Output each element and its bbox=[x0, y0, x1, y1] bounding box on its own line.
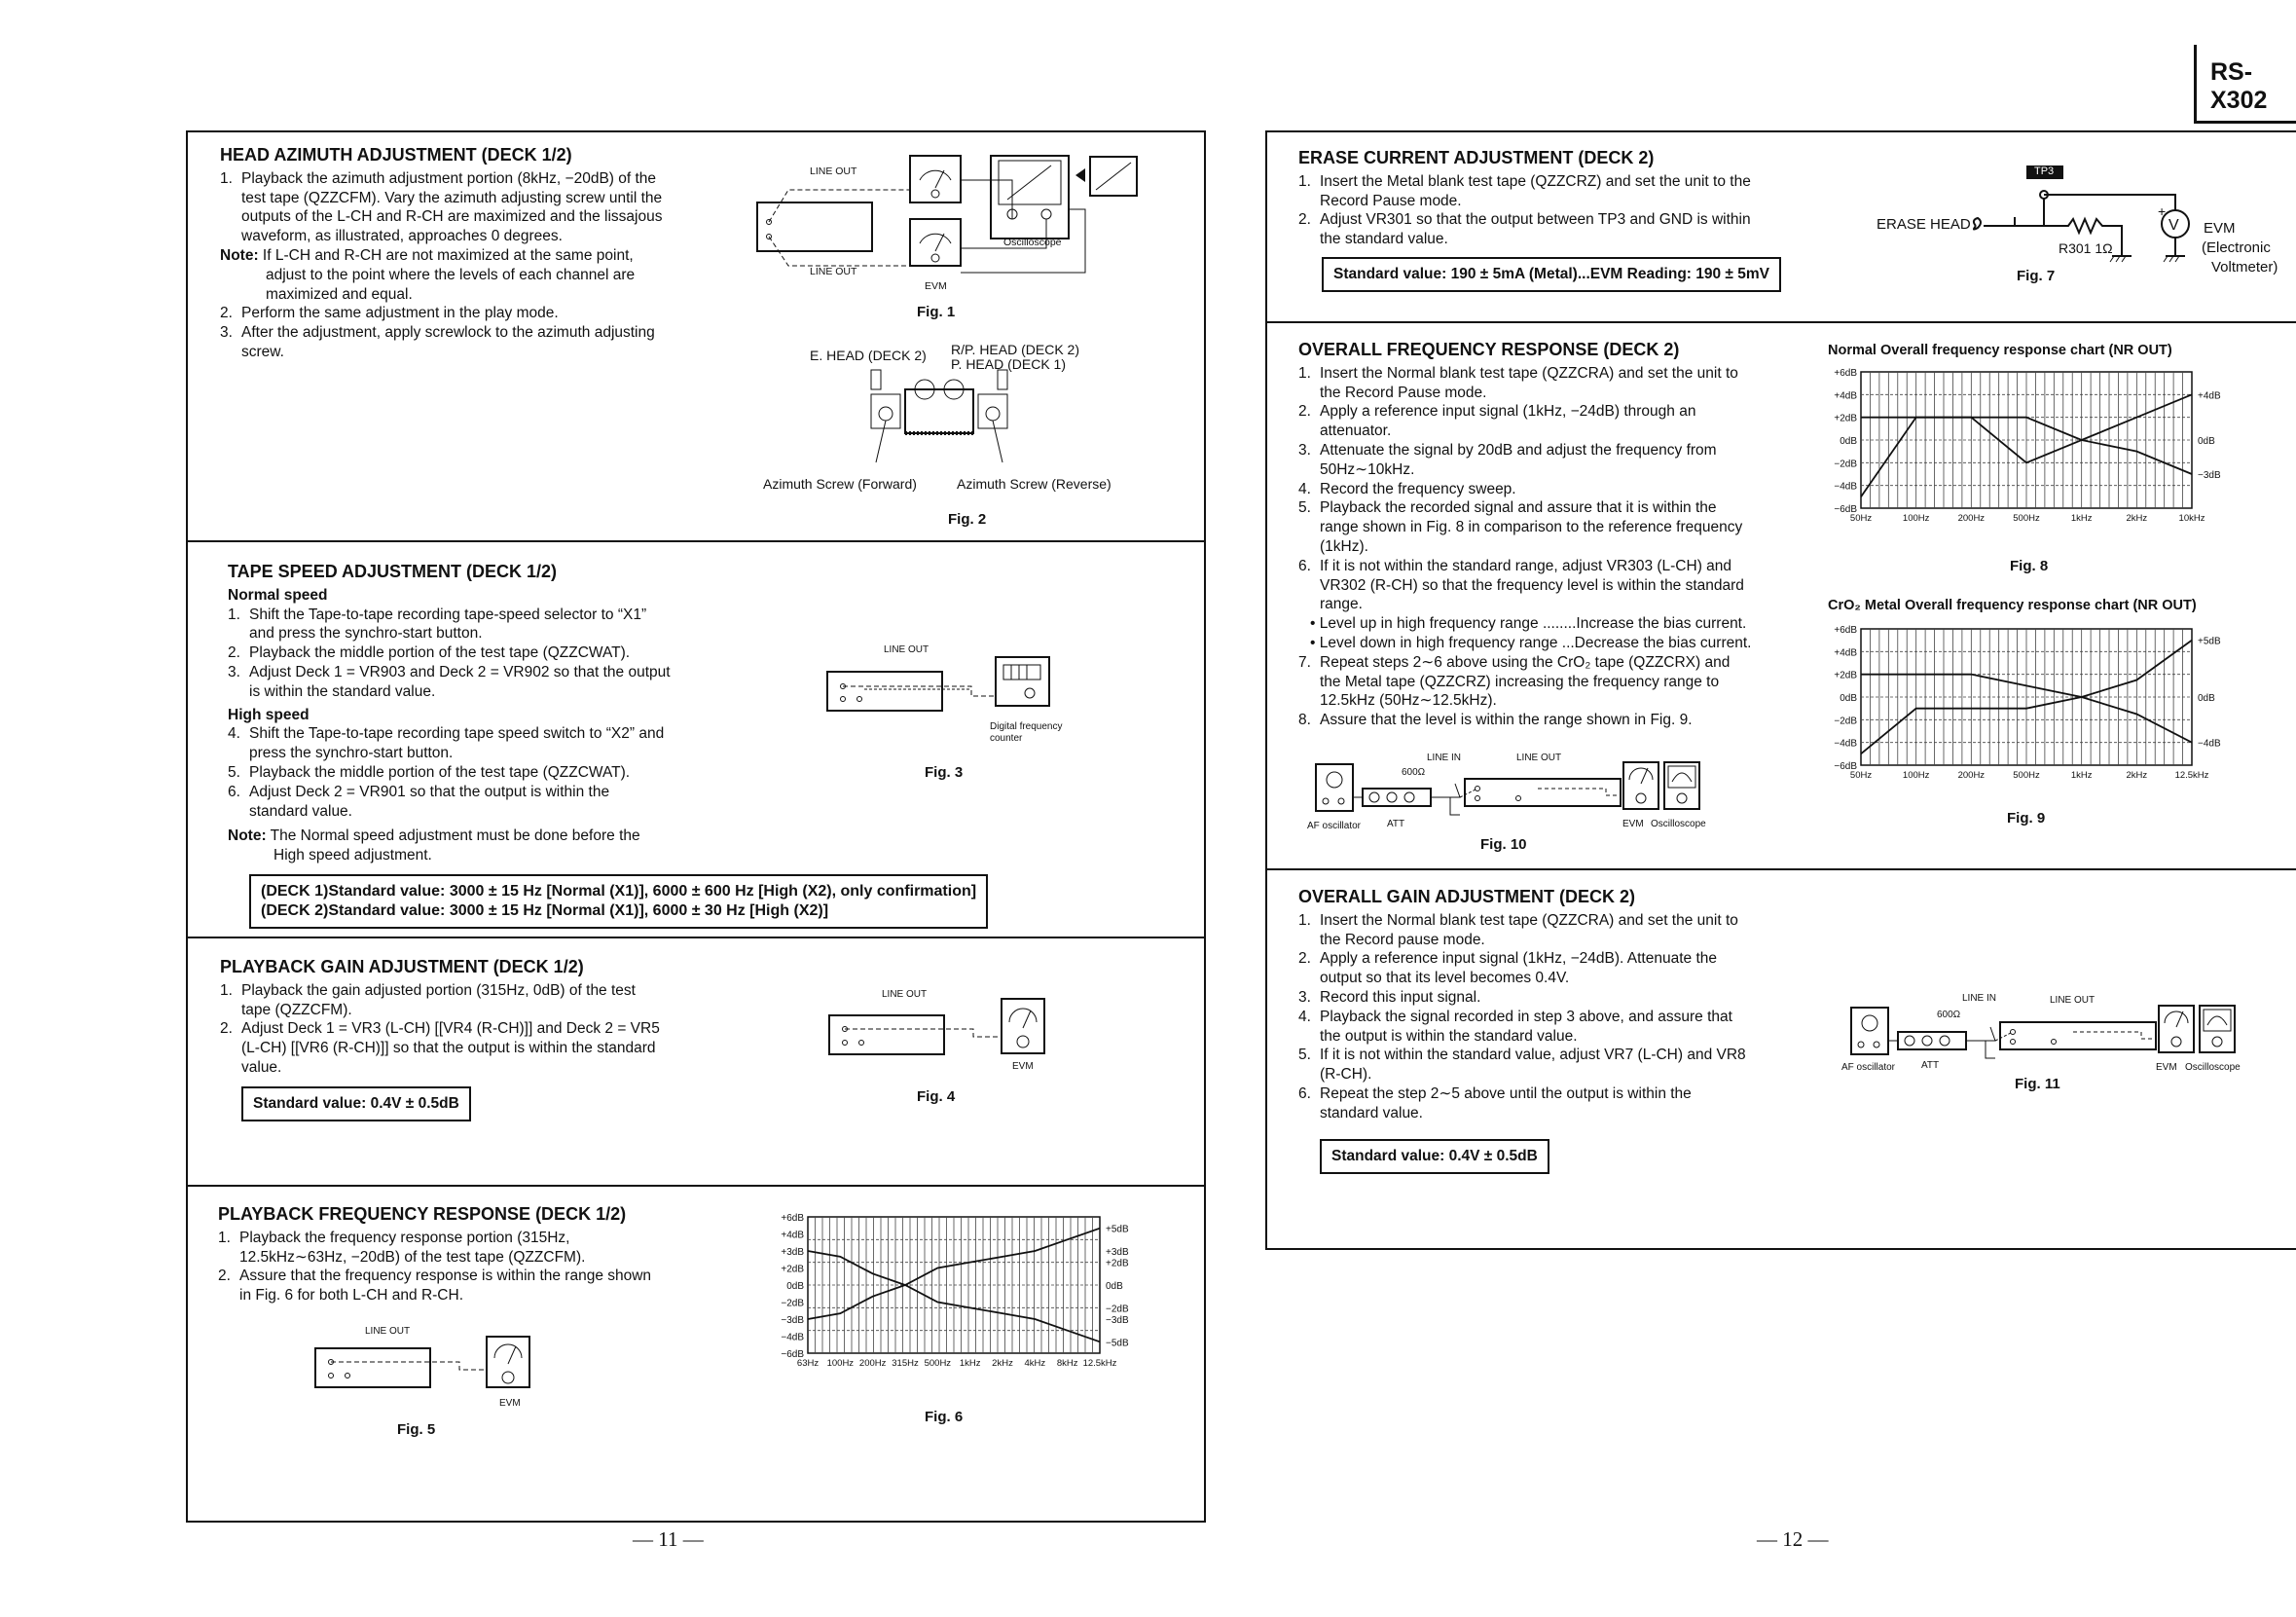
fig6-chart bbox=[769, 1213, 1129, 1373]
step-text: Playback the middle portion of the test tape (QZZCWAT). bbox=[249, 763, 631, 781]
fig9-caption: Fig. 9 bbox=[2007, 810, 2046, 827]
y-tick-label: +6dB bbox=[1834, 368, 1857, 379]
counter-label: Digital frequency counter bbox=[990, 721, 1063, 744]
y-tick-label: +6dB bbox=[781, 1213, 804, 1224]
section-title: TAPE SPEED ADJUSTMENT (DECK 1/2) bbox=[228, 562, 558, 581]
step-text: Playback the recorded signal and assure that it is within the range shown in Fig. 8 in comparison to the reference frequency (1kHz). bbox=[1320, 499, 1743, 555]
step: 2. Adjust VR301 so that the output between TP3 and GND is within the standard value. bbox=[1298, 211, 1751, 248]
svg-text:+: + bbox=[2158, 203, 2167, 219]
x-tick-label: 50Hz bbox=[1849, 513, 1873, 524]
divider bbox=[1265, 868, 2296, 870]
x-tick-label: 50Hz bbox=[1849, 770, 1873, 781]
erase-head-label: ERASE HEAD bbox=[1877, 216, 1971, 233]
step: 8. Assure that the level is within the range shown in Fig. 9. bbox=[1298, 712, 1693, 729]
y-tick-label-right: −3dB bbox=[1106, 1315, 1129, 1326]
y-tick-label-right: 0dB bbox=[2198, 436, 2215, 447]
oscilloscope-label: Oscilloscope bbox=[1651, 819, 1706, 829]
erase-standard-box: Standard value: 190 ± 5mA (Metal)...EVM Reading: 190 ± 5mV bbox=[1322, 257, 1781, 292]
step: 3. Adjust Deck 1 = VR903 and Deck 2 = VR902 so that the output is within the standard value. bbox=[228, 663, 671, 700]
step-text: Insert the Normal blank test tape (QZZCRA) and set the unit to the Record Pause mode. bbox=[1320, 364, 1738, 401]
step: 1. Insert the Normal blank test tape (QZZCRA) and set the unit to the Record Pause mode. bbox=[1298, 364, 1738, 401]
step: 3. After the adjustment, apply screwlock to the azimuth adjusting screw. bbox=[220, 324, 655, 360]
step: 1. Insert the Metal blank test tape (QZZCRZ) and set the unit to the Record Pause mode. bbox=[1298, 172, 1751, 209]
line-out-label: LINE OUT bbox=[810, 266, 857, 277]
af-oscillator-label: AF oscillator bbox=[1841, 1062, 1896, 1073]
x-tick-label: 315Hz bbox=[892, 1358, 919, 1369]
x-tick-label: 500Hz bbox=[2013, 770, 2040, 781]
x-tick-label: 200Hz bbox=[1957, 770, 1986, 781]
tape-speed-standard-box bbox=[249, 874, 988, 929]
x-tick-label: 12.5kHz bbox=[1082, 1358, 1117, 1369]
screw-reverse-label: Azimuth Screw (Reverse) bbox=[957, 476, 1112, 492]
y-tick-label-right: −4dB bbox=[2198, 738, 2221, 750]
line-out-label: LINE OUT bbox=[810, 165, 857, 177]
fig3-caption: Fig. 3 bbox=[925, 764, 964, 781]
step: 5. Playback the recorded signal and assure that it is within the range shown in Fig. 8 in comparison to the reference frequency (1kHz). bbox=[1298, 499, 1743, 555]
fig2-caption: Fig. 2 bbox=[948, 511, 987, 528]
att-label: ATT bbox=[1387, 819, 1405, 829]
line-out-label: LINE OUT bbox=[365, 1326, 411, 1337]
step-text: After the adjustment, apply screwlock to the azimuth adjusting screw. bbox=[241, 324, 655, 360]
y-tick-label: +2dB bbox=[1834, 413, 1857, 424]
fig11-diagram bbox=[1849, 998, 2239, 1066]
step-text: Attenuate the signal by 20dB and adjust the frequency from 50Hz∼10kHz. bbox=[1320, 441, 1717, 478]
step-text: Playback the signal recorded in step 3 above, and assure that the output is within the standard value. bbox=[1320, 1008, 1732, 1045]
svg-text:V: V bbox=[2168, 217, 2179, 234]
step: 2. Apply a reference input signal (1kHz, −24dB). Attenuate the output so that its level becomes 0.4V. bbox=[1298, 950, 1717, 987]
y-tick-label: 0dB bbox=[786, 1281, 804, 1292]
y-tick-label: +6dB bbox=[1834, 625, 1857, 636]
model-number: RS-X302 bbox=[2194, 45, 2296, 124]
ohm-label: 600Ω bbox=[1937, 1010, 1961, 1020]
step: 1. Shift the Tape-to-tape recording tape-speed selector to “X1” and press the synchro-start button. bbox=[228, 606, 647, 643]
y-tick-label: +2dB bbox=[1834, 670, 1857, 681]
y-tick-label-right: +4dB bbox=[2198, 390, 2221, 402]
fig8-caption: Fig. 8 bbox=[2010, 558, 2049, 574]
note-label: Note: bbox=[220, 246, 259, 264]
y-tick-label: −4dB bbox=[1834, 738, 1857, 750]
oscilloscope-label: Oscilloscope bbox=[1003, 237, 1062, 248]
x-tick-label: 2kHz bbox=[2126, 513, 2148, 524]
step-text: Apply a reference input signal (1kHz, −24dB) through an attenuator. bbox=[1320, 403, 1696, 440]
fig5-caption: Fig. 5 bbox=[397, 1421, 436, 1438]
x-tick-label: 4kHz bbox=[1024, 1358, 1046, 1369]
step-text: Insert the Normal blank test tape (QZZCRA) and set the unit to the Record pause mode. bbox=[1320, 911, 1738, 948]
e-head-label: E. HEAD (DECK 2) bbox=[810, 348, 927, 363]
x-tick-label: 1kHz bbox=[2070, 513, 2093, 524]
fig9-chart bbox=[1822, 627, 2231, 797]
step-text: Playback the azimuth adjustment portion (8kHz, −20dB) of the test tape (QZZCFM). Vary the azimuth adjusting screw until the outputs of the L-CH and R-CH are maximized and the lissajous waveform, as illustrated, approaches 0 degrees. bbox=[241, 169, 663, 245]
y-tick-label: −4dB bbox=[781, 1332, 804, 1343]
step-text: Shift the Tape-to-tape recording tape-speed selector to “X1” and press the synchro-start button. bbox=[249, 606, 647, 643]
section-title: HEAD AZIMUTH ADJUSTMENT (DECK 1/2) bbox=[220, 145, 572, 165]
y-tick-label: +4dB bbox=[1834, 647, 1857, 659]
y-tick-label-right: −3dB bbox=[2198, 470, 2221, 481]
x-tick-label: 1kHz bbox=[2070, 770, 2093, 781]
fig1-caption: Fig. 1 bbox=[917, 304, 956, 320]
rp-head-label: R/P. HEAD (DECK 2) bbox=[951, 342, 1079, 357]
evm-label: EVM bbox=[2156, 1062, 2177, 1073]
divider bbox=[1265, 321, 2296, 323]
fig11-caption: Fig. 11 bbox=[2015, 1076, 2060, 1092]
step: 1. Playback the frequency response portion (315Hz, 12.5kHz∼63Hz, −20dB) of the test tape (QZZCFM). bbox=[218, 1229, 586, 1266]
bias-note: • Level up in high frequency range ........Increase the bias current. bbox=[1310, 615, 1747, 633]
step: 4. Playback the signal recorded in step 3 above, and assure that the output is within the standard value. bbox=[1298, 1008, 1732, 1045]
step-text: Perform the same adjustment in the play mode. bbox=[241, 305, 559, 322]
x-tick-label: 63Hz bbox=[796, 1358, 820, 1369]
playback-freq-section bbox=[218, 1205, 661, 1305]
step: 7. Repeat steps 2∼6 above using the CrO₂ tape (QZZCRX) and the Metal tape (QZZCRZ) increasing the frequency range to 12.5kHz (50Hz∼12.5kHz). bbox=[1298, 653, 1731, 710]
x-tick-label: 12.5kHz bbox=[2174, 770, 2209, 781]
line-out-label: LINE OUT bbox=[2050, 995, 2096, 1006]
y-tick-label: −3dB bbox=[781, 1315, 804, 1326]
step: 6. If it is not within the standard range, adjust VR303 (L-CH) and VR302 (R-CH) so that the frequency level is within the standard range. bbox=[1298, 557, 1744, 613]
step: 4. Record the frequency sweep. bbox=[1298, 480, 1516, 497]
x-tick-label: 500Hz bbox=[2013, 513, 2040, 524]
page-number-left: — 11 — bbox=[633, 1527, 704, 1551]
y-tick-label: −6dB bbox=[781, 1349, 804, 1360]
line-in-label: LINE IN bbox=[1962, 993, 1997, 1004]
step-text: Shift the Tape-to-tape recording tape speed switch to “X2” and press the synchro-start button. bbox=[249, 725, 665, 762]
x-tick-label: 2kHz bbox=[992, 1358, 1013, 1369]
step: 6. Repeat the step 2∼5 above until the output is within the standard value. bbox=[1298, 1084, 1692, 1121]
step-text: Assure that the frequency response is within the range shown in Fig. 6 for both L-CH and R-CH. bbox=[239, 1268, 652, 1305]
erase-current-section bbox=[1298, 149, 1756, 249]
overall-freq-section bbox=[1298, 341, 1814, 730]
evm-desc: Voltmeter) bbox=[2211, 259, 2278, 276]
fig6-caption: Fig. 6 bbox=[925, 1409, 964, 1425]
y-tick-label-right: −5dB bbox=[1106, 1338, 1129, 1349]
step-text: Playback the gain adjusted portion (315Hz, 0dB) of the test tape (QZZCFM). bbox=[241, 981, 636, 1018]
fig4-diagram bbox=[827, 998, 1022, 1076]
y-tick-label: 0dB bbox=[1840, 693, 1857, 704]
step: 2. Playback the middle portion of the test tape (QZZCWAT). bbox=[228, 644, 631, 662]
fig2-diagram bbox=[866, 365, 1012, 462]
x-tick-label: 200Hz bbox=[1957, 513, 1986, 524]
y-tick-label: −6dB bbox=[1834, 504, 1857, 515]
step: 3. Attenuate the signal by 20dB and adjust the frequency from 50Hz∼10kHz. bbox=[1298, 441, 1717, 478]
step-text: Assure that the level is within the range shown in Fig. 9. bbox=[1320, 712, 1693, 729]
step-text: Playback the frequency response portion (315Hz, 12.5kHz∼63Hz, −20dB) of the test tape (QZZCFM). bbox=[239, 1229, 586, 1266]
evm-label: EVM bbox=[499, 1398, 521, 1409]
y-tick-label: +4dB bbox=[1834, 390, 1857, 402]
note-text: If L-CH and R-CH are not maximized at the same point, adjust to the point where the levels of each channel are maximized and equal. bbox=[262, 246, 636, 303]
playback-gain-standard-box: Standard value: 0.4V ± 0.5dB bbox=[241, 1086, 471, 1121]
normal-speed-heading: Normal speed bbox=[228, 586, 328, 604]
step-text: Adjust Deck 1 = VR3 (L-CH) [[VR4 (R-CH)]] and Deck 2 = VR5 (L-CH) [[VR6 (R-CH)]] so that the output is within the standard value. bbox=[241, 1020, 660, 1076]
y-tick-label: +3dB bbox=[781, 1247, 804, 1258]
step: 4. Shift the Tape-to-tape recording tape speed switch to “X2” and press the synchro-start button. bbox=[228, 725, 665, 762]
bias-note: • Level down in high frequency range ...Decrease the bias current. bbox=[1310, 634, 1752, 651]
y-tick-label: +4dB bbox=[781, 1230, 804, 1241]
section-title: OVERALL FREQUENCY RESPONSE (DECK 2) bbox=[1298, 340, 1680, 359]
y-tick-label-right: 0dB bbox=[1106, 1281, 1123, 1292]
fig3-diagram bbox=[825, 652, 1064, 720]
x-tick-label: 500Hz bbox=[924, 1358, 952, 1369]
overall-gain-section bbox=[1298, 888, 1746, 1123]
y-tick-label-right: +2dB bbox=[1106, 1258, 1129, 1269]
x-tick-label: 10kHz bbox=[2178, 513, 2205, 524]
line-out-label: LINE OUT bbox=[1516, 753, 1562, 763]
section-title: PLAYBACK GAIN ADJUSTMENT (DECK 1/2) bbox=[220, 957, 584, 976]
step: 1. Insert the Normal blank test tape (QZZCRA) and set the unit to the Record pause mode. bbox=[1298, 911, 1738, 948]
step: 6. Adjust Deck 2 = VR901 so that the output is within the standard value. bbox=[228, 783, 610, 820]
line-out-label: LINE OUT bbox=[882, 989, 928, 1000]
step-text: Apply a reference input signal (1kHz, −24dB). Attenuate the output so that its level becomes 0.4V. bbox=[1320, 950, 1717, 987]
fig10-diagram bbox=[1314, 754, 1703, 823]
divider bbox=[186, 1185, 1204, 1187]
step-text: Insert the Metal blank test tape (QZZCRZ) and set the unit to the Record Pause mode. bbox=[1320, 172, 1751, 209]
x-tick-label: 100Hz bbox=[826, 1358, 855, 1369]
step-text: Record this input signal. bbox=[1320, 988, 1481, 1006]
fig4-caption: Fig. 4 bbox=[917, 1088, 956, 1105]
step: 1. Playback the gain adjusted portion (315Hz, 0dB) of the test tape (QZZCFM). bbox=[220, 981, 636, 1018]
screw-forward-label: Azimuth Screw (Forward) bbox=[763, 476, 917, 492]
line-out-label: LINE OUT bbox=[884, 644, 929, 655]
y-tick-label: −4dB bbox=[1834, 481, 1857, 493]
r301-label: R301 1Ω bbox=[2059, 240, 2113, 256]
x-tick-label: 8kHz bbox=[1056, 1358, 1078, 1369]
fig8-title: Normal Overall frequency response chart (NR OUT) bbox=[1828, 343, 2172, 358]
step-text: Playback the middle portion of the test tape (QZZCWAT). bbox=[249, 644, 631, 662]
step: 2. Assure that the frequency response is within the range shown in Fig. 6 for both L-CH and R-CH. bbox=[218, 1268, 652, 1305]
note bbox=[220, 246, 664, 304]
divider bbox=[186, 540, 1204, 542]
step-text: If it is not within the standard range, adjust VR303 (L-CH) and VR302 (R-CH) so that the frequency level is within the standard range. bbox=[1320, 557, 1744, 613]
y-tick-label: −2dB bbox=[1834, 459, 1857, 470]
step: 5. Playback the middle portion of the test tape (QZZCWAT). bbox=[228, 763, 631, 781]
note-text: The Normal speed adjustment must be done before the High speed adjustment. bbox=[270, 827, 640, 864]
y-tick-label-right: +3dB bbox=[1106, 1247, 1129, 1258]
step-text: Adjust VR301 so that the output between TP3 and GND is within the standard value. bbox=[1320, 211, 1751, 248]
y-tick-label: −2dB bbox=[781, 1298, 804, 1309]
x-tick-label: 2kHz bbox=[2126, 770, 2148, 781]
evm-label: EVM bbox=[1012, 1061, 1034, 1072]
y-tick-label: −2dB bbox=[1834, 716, 1857, 727]
high-speed-heading: High speed bbox=[228, 706, 310, 723]
step: 2. Adjust Deck 1 = VR3 (L-CH) [[VR4 (R-CH)]] and Deck 2 = VR5 (L-CH) [[VR6 (R-CH)]] so that the output is within the standard value. bbox=[220, 1020, 660, 1076]
step-text: Repeat steps 2∼6 above using the CrO₂ tape (QZZCRX) and the Metal tape (QZZCRZ) increasing the frequency range to 12.5kHz (50Hz∼12.5kHz). bbox=[1320, 653, 1731, 710]
note-label: Note: bbox=[228, 827, 267, 845]
standard-deck2: (DECK 2)Standard value: 3000 ± 15 Hz [Normal (X1)], 6000 ± 30 Hz [High (X2)] bbox=[261, 902, 829, 919]
y-tick-label-right: +5dB bbox=[1106, 1224, 1129, 1235]
step: 3. Record this input signal. bbox=[1298, 988, 1481, 1006]
y-tick-label-right: −2dB bbox=[1106, 1304, 1129, 1315]
step: 5. If it is not within the standard value, adjust VR7 (L-CH) and VR8 (R-CH). bbox=[1298, 1047, 1746, 1084]
oscilloscope-label: Oscilloscope bbox=[2185, 1062, 2241, 1073]
step-text: Record the frequency sweep. bbox=[1320, 480, 1516, 497]
page-number-right: — 12 — bbox=[1757, 1527, 1829, 1551]
evm-label: EVM bbox=[925, 280, 947, 292]
y-tick-label: 0dB bbox=[1840, 436, 1857, 447]
y-tick-label-right: 0dB bbox=[2198, 693, 2215, 704]
x-tick-label: 1kHz bbox=[959, 1358, 981, 1369]
step: 2. Perform the same adjustment in the play mode. bbox=[220, 305, 559, 322]
tape-speed-section bbox=[228, 563, 671, 865]
y-tick-label-right: +5dB bbox=[2198, 636, 2221, 647]
playback-gain-section bbox=[220, 958, 663, 1078]
x-tick-label: 100Hz bbox=[1902, 770, 1930, 781]
fig10-caption: Fig. 10 bbox=[1480, 836, 1527, 853]
tp3-label: TP3 bbox=[2034, 165, 2055, 177]
note bbox=[228, 827, 671, 865]
p-head-label: P. HEAD (DECK 1) bbox=[951, 356, 1066, 372]
fig1-diagram bbox=[749, 151, 1139, 297]
y-tick-label: −6dB bbox=[1834, 761, 1857, 772]
line-in-label: LINE IN bbox=[1427, 753, 1462, 763]
step-text: If it is not within the standard value, adjust VR7 (L-CH) and VR8 (R-CH). bbox=[1320, 1047, 1746, 1084]
fig7-caption: Fig. 7 bbox=[2017, 268, 2056, 284]
x-tick-label: 200Hz bbox=[858, 1358, 887, 1369]
evm-label: EVM bbox=[2204, 220, 2236, 237]
section-title: ERASE CURRENT ADJUSTMENT (DECK 2) bbox=[1298, 148, 1655, 167]
fig7-circuit bbox=[1966, 164, 2200, 276]
step: 1. Playback the azimuth adjustment portion (8kHz, −20dB) of the test tape (QZZCFM). Vary the azimuth adjusting screw until the outputs of the L-CH and R-CH are maximized and the lissajous waveform, as illustrated, approaches 0 degrees. bbox=[220, 169, 663, 245]
att-label: ATT bbox=[1921, 1060, 1940, 1071]
step-text: Adjust Deck 1 = VR903 and Deck 2 = VR902 so that the output is within the standard value. bbox=[249, 663, 671, 700]
head-azimuth-section bbox=[220, 146, 664, 362]
evm-meter-icon bbox=[1000, 997, 1046, 1055]
af-oscillator-label: AF oscillator bbox=[1307, 821, 1362, 831]
step-text: Adjust Deck 2 = VR901 so that the output is within the standard value. bbox=[249, 783, 610, 820]
section-title: PLAYBACK FREQUENCY RESPONSE (DECK 1/2) bbox=[218, 1204, 627, 1224]
standard-deck1: (DECK 1)Standard value: 3000 ± 15 Hz [Normal (X1)], 6000 ± 600 Hz [High (X2), only confirmation] bbox=[261, 883, 977, 900]
y-tick-label: +2dB bbox=[781, 1264, 804, 1275]
x-tick-label: 100Hz bbox=[1902, 513, 1930, 524]
section-title: OVERALL GAIN ADJUSTMENT (DECK 2) bbox=[1298, 887, 1636, 906]
evm-desc: (Electronic bbox=[2202, 239, 2271, 256]
overall-gain-standard-box: Standard value: 0.4V ± 0.5dB bbox=[1320, 1139, 1549, 1174]
divider bbox=[186, 937, 1204, 938]
ohm-label: 600Ω bbox=[1402, 767, 1426, 778]
fig8-chart bbox=[1822, 370, 2231, 540]
step-text: Repeat the step 2∼5 above until the output is within the standard value. bbox=[1320, 1084, 1692, 1121]
step: 2. Apply a reference input signal (1kHz, −24dB) through an attenuator. bbox=[1298, 403, 1696, 440]
evm-label: EVM bbox=[1622, 819, 1644, 829]
fig9-title: CrO₂ Metal Overall frequency response chart (NR OUT) bbox=[1828, 598, 2197, 613]
